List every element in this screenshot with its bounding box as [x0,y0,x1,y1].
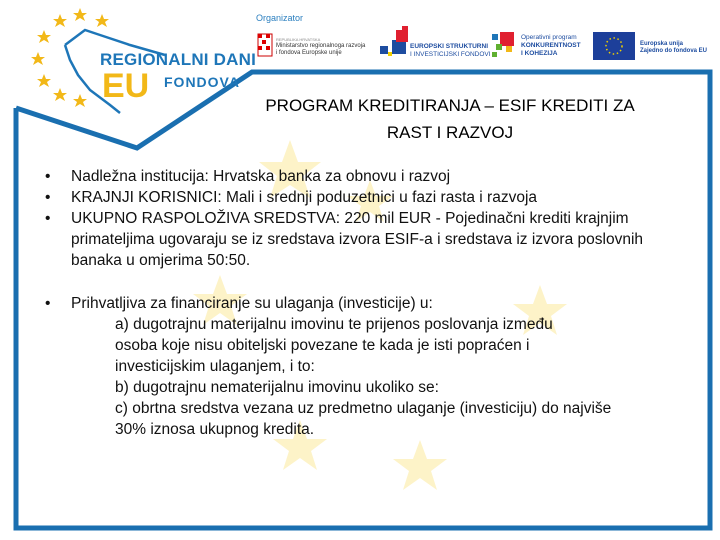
sub-item: a) dugotrajnu materijalnu imovinu te prijenos poslovanja između osoba koje nisu obiteljski povezane te kada je isti popraćen i investicijskim ulaganjem, i to: [115,316,553,375]
title-line2: RAST I RAZVOJ [386,123,514,142]
esif-line2: I INVESTICIJSKI FONDOVI [410,51,491,58]
title-line1: PROGRAM KREDITIRANJA – ESIF KREDITI ZA [265,96,635,115]
logo-eu: EU [102,67,150,105]
opkk-line1: Operativni program [521,34,577,41]
opkk-line3: I KOHEZIJA [521,50,558,57]
opkk-logo-icon [492,32,514,57]
bullet-item: • Nadležna institucija: Hrvatska banka za obnovu i razvoj [45,166,685,187]
bullet-item: • UKUPNO RASPOLOŽIVA SREDSTVA: 220 mil EUR - Pojedinačni krediti krajnjim primateljima ugovaraju se iz sredstava izvora ESIF-a i sredstava iz izvora poslovnih banaka u omjerima 50:50. [45,208,671,271]
ministry-logo-text [276,36,365,57]
eu-flag-icon [593,32,635,60]
logo-line2: FONDOVA [164,74,240,90]
esif-logo-text [410,43,491,59]
eu-line2: Zajedno do fondova EU [640,48,707,54]
esif-line1: EUROPSKI STRUKTURNI [410,43,489,50]
ministry-line2: i fondova Europske unije [276,50,342,56]
opkk-line2: KONKURENTNOST [521,42,581,49]
bullet-item: • Prihvatljiva za financiranje su ulaganja (investicije) u: [45,293,685,314]
organizer-label: Organizator [256,13,304,23]
slide-title [200,92,700,146]
logo-line1: REGIONALNI DANI [100,50,256,69]
eu-logo-text [640,41,707,55]
croatia-coat-icon [258,34,272,56]
opkk-logo-text [521,34,581,58]
sub-item: c) obrtna sredstva vezana uz predmetno ulaganje (investiciju) do najviše 30% iznosa ukupnog kredita. [115,400,612,438]
eu-line1: Europska unija [640,41,684,47]
bullet-item: • KRAJNJI KORISNICI: Mali i srednji poduzetnici u fazi rasta i razvoja [45,187,685,208]
ministry-line1: Ministarstvo regionalnoga razvoja [276,43,366,49]
slide-body [45,166,685,440]
sub-item: b) dugotrajnu nematerijalnu imovinu ukoliko se: [115,379,439,396]
ministry-top: REPUBLIKA HRVATSKA [276,37,321,42]
esif-logo-icon [380,26,408,56]
